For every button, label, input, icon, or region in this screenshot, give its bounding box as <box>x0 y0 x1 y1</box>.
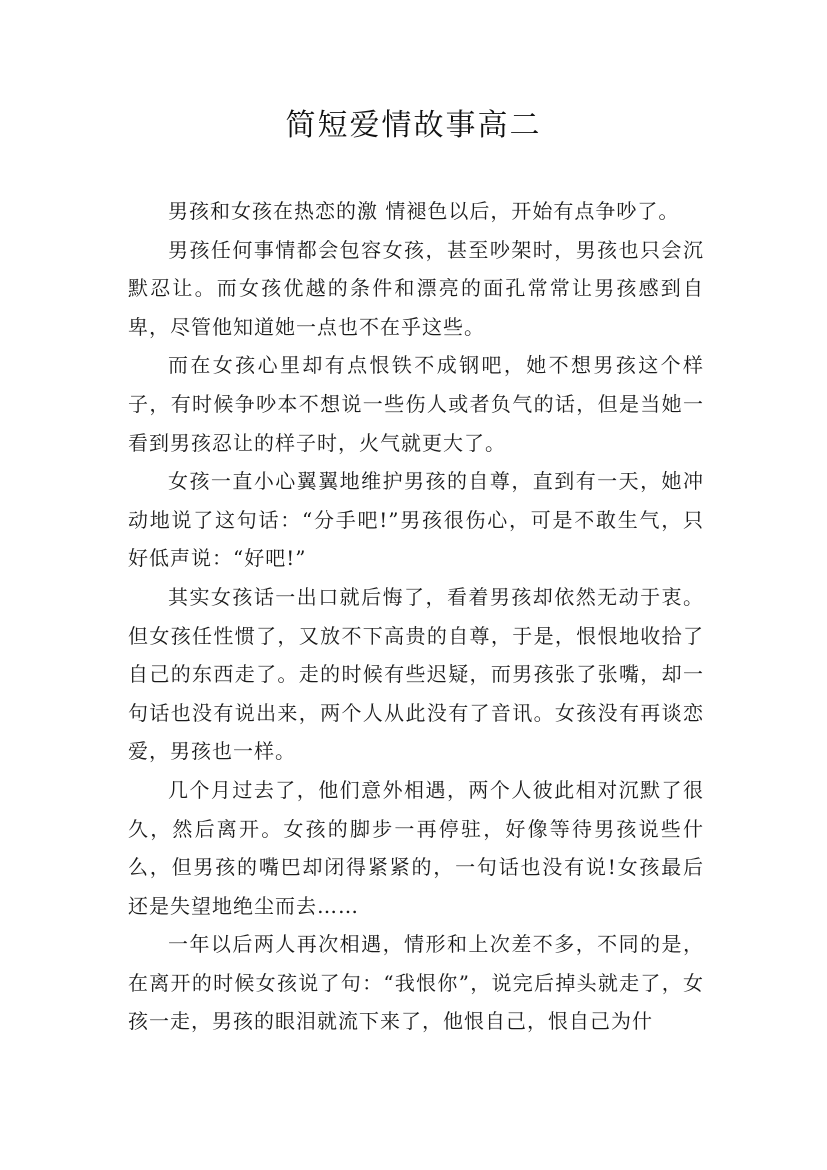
document-title: 简短爱情故事高二 <box>285 108 542 143</box>
paragraph: 一年以后两人再次相遇，情形和上次差不多，不同的是，在离开的时候女孩说了句：“我恨你”，说完后掉头就走了，女孩一走，男孩的眼泪就流下来了，他恨自己，恨自己为什 <box>128 932 704 1034</box>
paragraph: 女孩一直小心翼翼地维护男孩的自尊，直到有一天，她冲动地说了这句话：“分手吧!”男孩很伤心，可是不敢生气，只好低声说：“好吧!” <box>128 469 704 571</box>
paragraph: 几个月过去了，他们意外相遇，两个人彼此相对沉默了很久，然后离开。女孩的脚步一再停驻，好像等待男孩说些什么，但男孩的嘴巴却闭得紧紧的，一句话也没有说!女孩最后还是失望地绝尘而去…… <box>128 777 704 918</box>
document-body <box>128 192 704 1041</box>
paragraph: 男孩任何事情都会包容女孩，甚至吵架时，男孩也只会沉默忍让。而女孩优越的条件和漂亮的面孔常常让男孩感到自卑，尽管他知道她一点也不在乎这些。 <box>128 237 704 339</box>
paragraph: 而在女孩心里却有点恨铁不成钢吧，她不想男孩这个样子，有时候争吵本不想说一些伤人或者负气的话，但是当她一看到男孩忍让的样子时，火气就更大了。 <box>128 353 704 455</box>
paragraph: 其实女孩话一出口就后悔了，看着男孩却依然无动于衷。但女孩任性惯了，又放不下高贵的自尊，于是，恨恨地收拾了自己的东西走了。走的时候有些迟疑，而男孩张了张嘴，却一句话也没有说出来，两个人从此没有了音讯。女孩没有再谈恋爱，男孩也一样。 <box>128 584 704 764</box>
paragraph: 男孩和女孩在热恋的激 情褪色以后，开始有点争吵了。 <box>168 199 680 223</box>
